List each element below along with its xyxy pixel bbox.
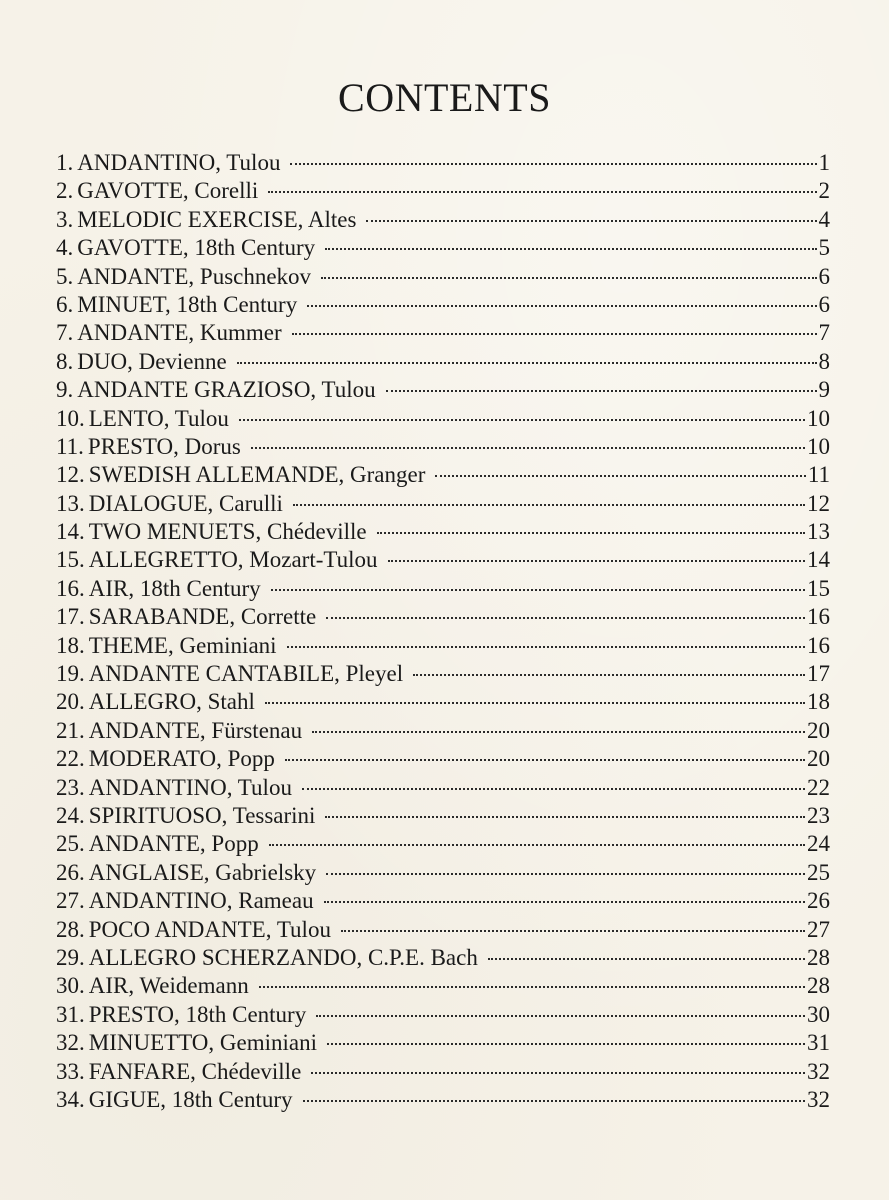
entry-number: 5. — [56, 263, 74, 289]
dot-leader — [259, 986, 805, 988]
entry-page-number: 24 — [807, 831, 830, 857]
page-title: CONTENTS — [338, 75, 551, 120]
entry-number: 1. — [56, 150, 74, 175]
entry-number: 25. — [56, 831, 85, 857]
dot-leader — [293, 504, 805, 506]
dot-leader — [366, 220, 816, 222]
entry-page-number: 4 — [818, 206, 830, 232]
dot-leader — [388, 560, 805, 562]
entry-number: 15. — [56, 547, 85, 573]
dot-leader — [268, 191, 816, 193]
entry-page-number: 22 — [807, 774, 830, 800]
dot-leader — [302, 788, 805, 790]
dot-leader — [312, 731, 805, 733]
dot-leader — [316, 1015, 805, 1017]
toc-entry — [56, 774, 830, 802]
entry-number: 17. — [56, 604, 85, 630]
dot-leader — [377, 532, 805, 534]
entry-title: SPIRITUOSO, Tessarini — [88, 802, 316, 828]
entry-number: 23. — [56, 774, 85, 800]
entry-number: 9. — [56, 377, 74, 403]
toc-entry — [56, 376, 830, 404]
entry-number: 33. — [56, 1058, 85, 1084]
dot-leader — [307, 305, 816, 307]
entry-title: PRESTO, Dorus — [87, 433, 241, 459]
entry-page-number: 17 — [807, 661, 830, 687]
dot-leader — [285, 759, 805, 761]
entry-page-number: 8 — [818, 348, 830, 374]
dot-leader — [325, 248, 816, 250]
entry-page-number: 32 — [807, 1058, 830, 1084]
entry-title: ALLEGRETTO, Mozart-Tulou — [88, 547, 378, 573]
dot-leader — [341, 930, 805, 932]
entry-page-number: 16 — [807, 632, 830, 658]
dot-leader — [269, 844, 805, 846]
entry-title: MINUETTO, Geminiani — [88, 1030, 318, 1056]
dot-leader — [292, 333, 817, 335]
dot-leader — [271, 589, 805, 591]
toc-entry — [56, 575, 830, 603]
toc-entry — [56, 916, 830, 944]
entry-number: 32. — [56, 1030, 85, 1056]
entry-number: 27. — [56, 888, 85, 914]
toc-entry — [56, 802, 830, 830]
entry-number: 30. — [56, 973, 85, 999]
toc-entry — [56, 887, 830, 915]
entry-page-number: 25 — [807, 859, 830, 885]
toc-entry — [56, 490, 830, 518]
entry-title: ANDANTE, Fürstenau — [88, 717, 303, 743]
entry-title: ANDANTINO, Rameau — [88, 888, 314, 914]
toc-entry — [56, 944, 830, 972]
toc-entry — [56, 206, 830, 234]
toc-entry — [56, 433, 830, 461]
toc-entry — [56, 319, 830, 347]
entry-title: FANFARE, Chédeville — [88, 1058, 302, 1084]
entry-title: ANDANTINO, Tulou — [88, 774, 292, 800]
entry-number: 3. — [56, 206, 74, 232]
entry-title: DIALOGUE, Carulli — [88, 490, 283, 516]
entry-page-number: 10 — [807, 433, 830, 459]
entry-title: AIR, Weidemann — [88, 973, 249, 999]
toc-entry — [56, 1001, 830, 1029]
entry-number: 12. — [56, 462, 85, 488]
entry-number: 21. — [56, 717, 85, 743]
entry-title: LENTO, Tulou — [88, 405, 229, 431]
toc-entry — [56, 518, 830, 546]
entry-title: PRESTO, 18th Century — [88, 1001, 307, 1027]
toc-entry — [56, 745, 830, 773]
toc-entry — [56, 1086, 830, 1114]
dot-leader — [413, 674, 805, 676]
toc-entry — [56, 149, 830, 177]
entry-page-number: 11 — [807, 462, 830, 488]
entry-title: POCO ANDANTE, Tulou — [88, 916, 331, 942]
entry-page-number: 2 — [818, 178, 830, 204]
entry-page-number: 20 — [807, 746, 830, 772]
table-of-contents — [56, 149, 830, 1114]
entry-number: 24. — [56, 802, 85, 828]
entry-number: 20. — [56, 689, 85, 715]
entry-page-number: 28 — [807, 944, 830, 970]
entry-page-number: 9 — [818, 377, 830, 403]
entry-page-number: 20 — [807, 717, 830, 743]
entry-title: ANDANTE CANTABILE, Pleyel — [88, 661, 404, 687]
entry-title: GAVOTTE, Corelli — [77, 178, 259, 204]
entry-number: 31. — [56, 1001, 85, 1027]
entry-title: ALLEGRO, Stahl — [88, 689, 255, 715]
entry-number: 4. — [56, 235, 74, 261]
entry-number: 10. — [56, 405, 85, 431]
toc-entry — [56, 461, 830, 489]
toc-entry — [56, 632, 830, 660]
entry-number: 29. — [56, 944, 85, 970]
entry-title: ANDANTE, Puschnekov — [77, 263, 312, 289]
toc-entry — [56, 1058, 830, 1086]
entry-title: SARABANDE, Corrette — [88, 604, 317, 630]
dot-leader — [324, 901, 805, 903]
entry-number: 6. — [56, 291, 74, 317]
entry-title: SWEDISH ALLEMANDE, Granger — [88, 462, 426, 488]
entry-title: TWO MENUETS, Chédeville — [88, 519, 367, 545]
entry-page-number: 5 — [818, 235, 830, 261]
dot-leader — [327, 1043, 805, 1045]
entry-page-number: 12 — [807, 490, 830, 516]
toc-entry — [56, 348, 830, 376]
toc-entry — [56, 1029, 830, 1057]
entry-title: MINUET, 18th Century — [77, 291, 298, 317]
toc-entry — [56, 660, 830, 688]
entry-title: THEME, Geminiani — [88, 632, 277, 658]
entry-page-number: 7 — [818, 320, 830, 346]
dot-leader — [239, 419, 805, 421]
entry-page-number: 27 — [807, 916, 830, 942]
entry-page-number: 28 — [807, 973, 830, 999]
entry-page-number: 1 — [818, 150, 830, 175]
dot-leader — [386, 390, 817, 392]
entry-number: 18. — [56, 632, 85, 658]
entry-page-number: 10 — [807, 405, 830, 431]
entry-title: ANDANTE, Kummer — [77, 320, 282, 346]
toc-entry — [56, 546, 830, 574]
entry-page-number: 26 — [807, 888, 830, 914]
dot-leader — [488, 958, 805, 960]
toc-entry — [56, 688, 830, 716]
entry-title: GAVOTTE, 18th Century — [77, 235, 316, 261]
toc-entry — [56, 263, 830, 291]
entry-number: 34. — [56, 1086, 85, 1112]
dot-leader — [303, 1100, 805, 1102]
entry-page-number: 13 — [807, 519, 830, 545]
entry-page-number: 23 — [807, 802, 830, 828]
toc-entry — [56, 177, 830, 205]
entry-page-number: 31 — [807, 1030, 830, 1056]
entry-page-number: 30 — [807, 1001, 830, 1027]
dot-leader — [435, 475, 805, 477]
toc-entry — [56, 972, 830, 1000]
dot-leader — [311, 1072, 805, 1074]
dot-leader — [326, 873, 805, 875]
entry-title: MODERATO, Popp — [88, 746, 275, 772]
entry-title: ANDANTE GRAZIOSO, Tulou — [77, 377, 376, 403]
entry-title: DUO, Devienne — [77, 348, 227, 374]
toc-entry — [56, 603, 830, 631]
entry-title: AIR, 18th Century — [88, 575, 261, 601]
entry-title: ANDANTE, Popp — [88, 831, 259, 857]
entry-title: ALLEGRO SCHERZANDO, C.P.E. Bach — [88, 944, 478, 970]
dot-leader — [251, 447, 805, 449]
entry-number: 16. — [56, 575, 85, 601]
dot-leader — [325, 816, 805, 818]
dot-leader — [237, 362, 817, 364]
entry-number: 14. — [56, 519, 85, 545]
entry-title: ANGLAISE, Gabrielsky — [88, 859, 317, 885]
toc-entry — [56, 405, 830, 433]
dot-leader — [287, 646, 805, 648]
entry-number: 2. — [56, 178, 74, 204]
entry-page-number: 16 — [807, 604, 830, 630]
dot-leader — [290, 163, 816, 165]
entry-number: 11. — [56, 433, 84, 459]
entry-number: 26. — [56, 859, 85, 885]
toc-entry — [56, 717, 830, 745]
entry-number: 8. — [56, 348, 74, 374]
entry-number: 28. — [56, 916, 85, 942]
entry-number: 7. — [56, 320, 74, 346]
entry-page-number: 32 — [807, 1086, 830, 1112]
entry-number: 19. — [56, 661, 85, 687]
entry-number: 13. — [56, 490, 85, 516]
entry-page-number: 6 — [818, 291, 830, 317]
dot-leader — [265, 702, 805, 704]
toc-entry — [56, 859, 830, 887]
entry-number: 22. — [56, 746, 85, 772]
entry-title: MELODIC EXERCISE, Altes — [77, 206, 357, 232]
entry-title: GIGUE, 18th Century — [88, 1086, 293, 1112]
entry-page-number: 6 — [818, 263, 830, 289]
entry-page-number: 15 — [807, 575, 830, 601]
entry-page-number: 18 — [807, 689, 830, 715]
toc-entry — [56, 234, 830, 262]
dot-leader — [326, 617, 805, 619]
entry-title: ANDANTINO, Tulou — [77, 150, 281, 175]
toc-entry — [56, 291, 830, 319]
dot-leader — [321, 277, 816, 279]
entry-page-number: 14 — [807, 547, 830, 573]
toc-entry — [56, 830, 830, 858]
